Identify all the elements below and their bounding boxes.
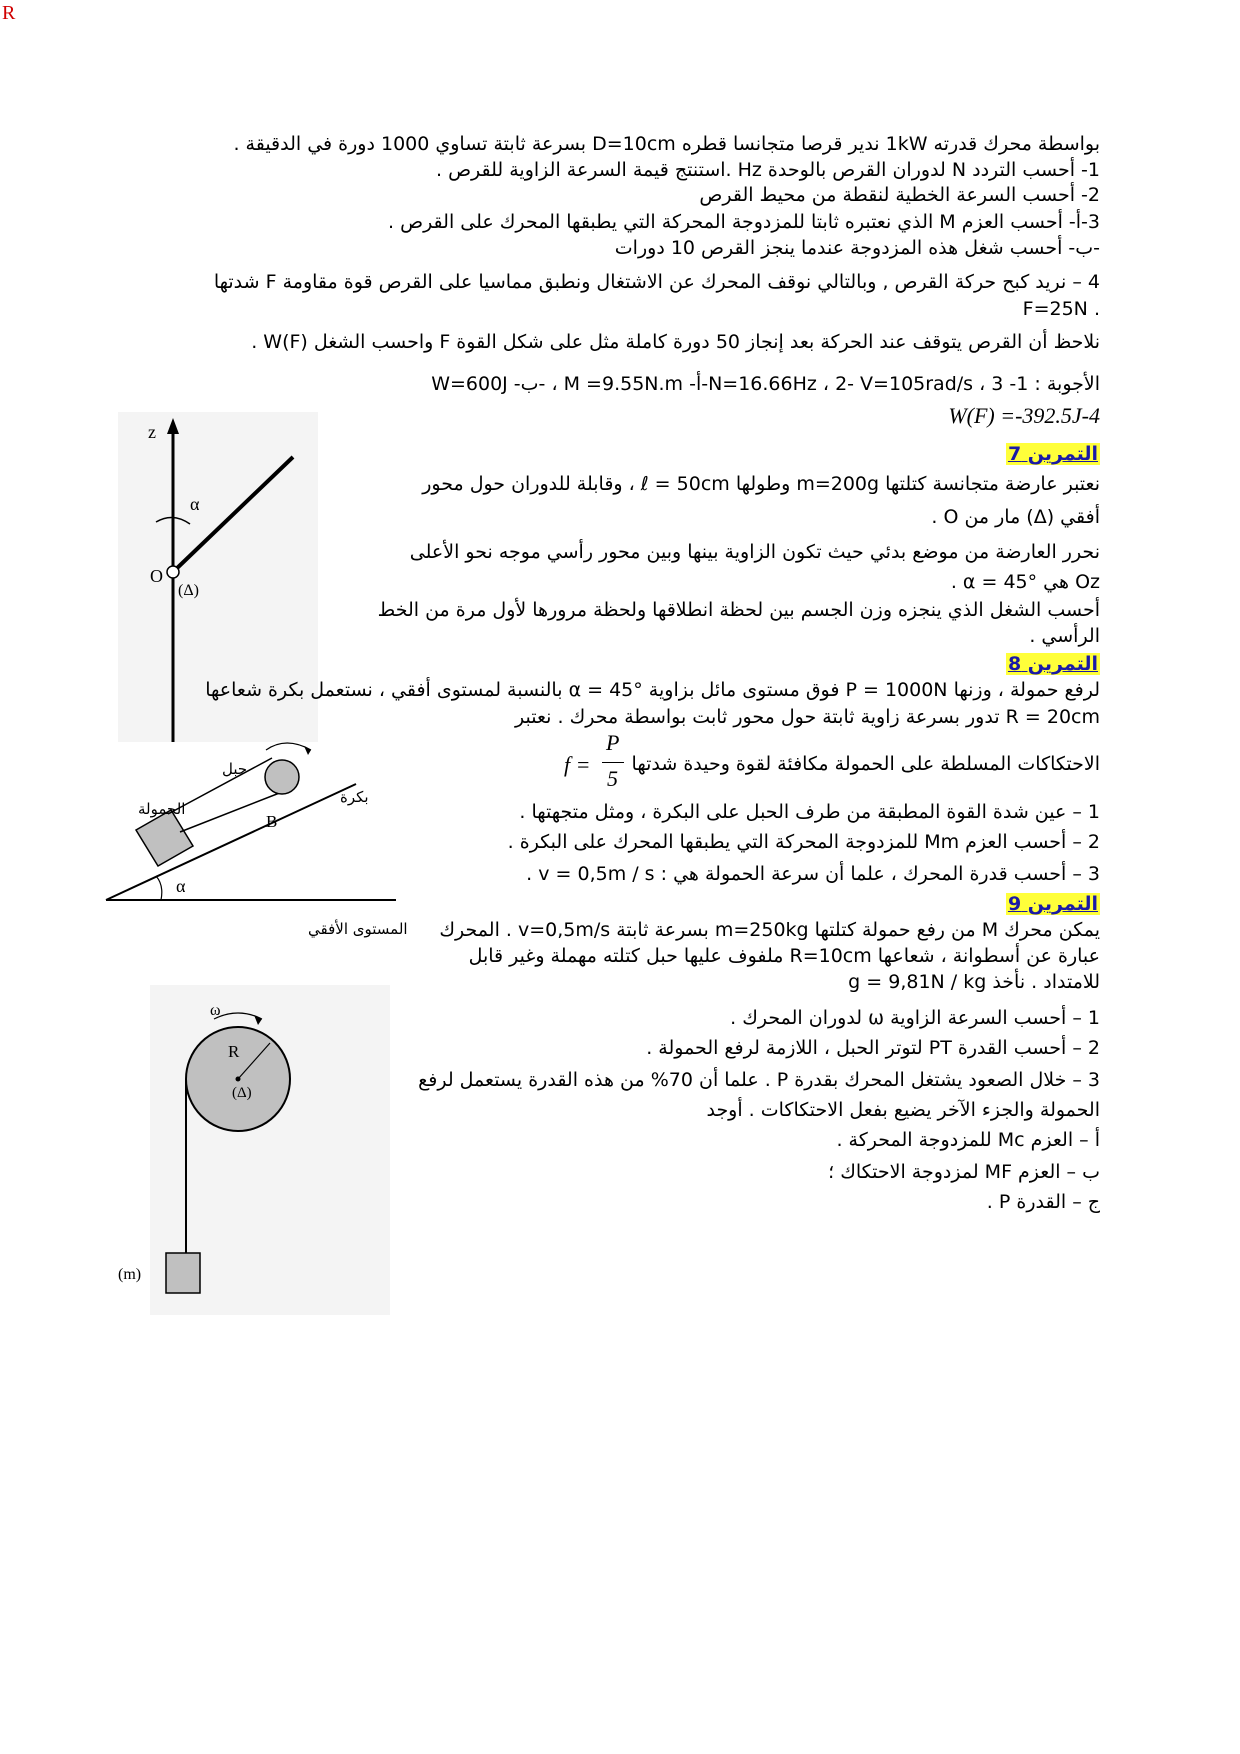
ex9-line2: عبارة عن أسطوانة ، شعاعها R=10cm ملفوف عليها حبل كتلته مهملة وغير قابل (468, 945, 1100, 967)
ex7-line1: نعتبر عارضة متجانسة كتلتها m=200g وطولها ℓ = 50cm ، وقابلة للدوران حول محور (422, 473, 1100, 495)
ex8-line3: الاحتكاكات المسلطة على الحمولة مكافئة لقوة وحيدة شدتها (631, 753, 1100, 775)
ex7-line6: الرأسي . (1029, 625, 1100, 647)
ex9-title-row (1006, 892, 1100, 916)
ex9-q3-line1: 3 – خلال الصعود يشتغل المحرك بقدرة P . علما أن 70% من هذه القدرة يستعمل لرفع (418, 1069, 1100, 1091)
ex6-q3b: -ب- أحسب شغل هذه المزدوجة عندما ينجز القرص 10 دورات (614, 237, 1100, 259)
mass-label: (m) (118, 1266, 142, 1283)
ex9-qa: أ – العزم Mc للمزدوجة المحركة . (836, 1129, 1100, 1151)
hanging-mass (166, 1253, 200, 1293)
friction-fraction (564, 730, 624, 800)
ex6-q2: 2- أحسب السرعة الخطية لنقطة من محيط القرص (699, 184, 1100, 206)
ex8-title-row (1006, 652, 1100, 676)
ex7-line3: نحرر العارضة من موضع بدئي حيث تكون الزاوية بينها وبين محور رأسي موجه نحو الأعلى (409, 541, 1100, 563)
incline-alpha-label: α (176, 876, 186, 896)
ex9-q3-line2: الحمولة والجزء الآخر يضيع بفعل الاحتكاكات . أوجد (706, 1099, 1100, 1121)
corner-mark: R (2, 2, 16, 24)
pivot-o (167, 566, 179, 578)
ex9-line1: يمكن محرك M من رفع حمولة كتلتها m=250kg بسرعة ثابتة v=0,5m/s . المحرك (439, 919, 1100, 941)
winch-figure (118, 985, 390, 1315)
ex6-q4-line1: 4 – نريد كبح حركة القرص , وبالتالي نوقف المحرك عن الاشتغال ونطبق مماسيا على القرص قوة مقاومة F شدتها (213, 271, 1100, 293)
ex9-q2: 2 – أحسب القدرة PT لتوتر الحبل ، اللازمة لرفع الحمولة . (646, 1037, 1100, 1059)
frac-bar (602, 762, 624, 763)
frac-lhs: f = (564, 752, 591, 777)
z-label: z (148, 422, 156, 442)
ex9-title: التمرين 9 (1007, 893, 1098, 915)
point-b-label: B (266, 812, 278, 831)
incline-angle-arc (156, 876, 162, 900)
ex9-line3: للامتداد . نأخذ g = 9,81N / kg (848, 971, 1100, 993)
ex6-intro: بواسطة محرك قدرته 1kW ندير قرصا متجانسا قطره D=10cm بسرعة ثابتة تساوي 1000 دورة في الدقيقة . (233, 133, 1100, 155)
pulley (265, 760, 299, 794)
frac-den: 5 (607, 766, 618, 791)
ex7-title: التمرين 7 (1007, 443, 1098, 465)
ex9-qc: ج – القدرة P . (986, 1191, 1100, 1213)
ex8-q3: 3 – أحسب قدرة المحرك ، علما أن سرعة الحمولة هي : v = 0,5m / s . (526, 863, 1100, 885)
incline-figure (76, 722, 406, 962)
ex6-answers-line1: الأجوبة : 1- N=16.66Hz ، 2- V=105rad/s ، 3-أ- M =9.55N.m ، -ب- W=600J (431, 373, 1100, 395)
o-label: O (150, 566, 163, 586)
alpha-label: α (190, 494, 200, 514)
ex7-line2: أفقي (Δ) مار من O . (931, 506, 1100, 528)
delta-label: (Δ) (178, 582, 199, 599)
ex7-title-row (1006, 442, 1100, 466)
pulley-label: بكرة (340, 788, 369, 806)
rope-label: حبل (222, 760, 248, 778)
ex7-line5: أحسب الشغل الذي ينجزه وزن الجسم بين لحظة انطلاقها ولحظة مرورها لأول مرة من الخط (377, 599, 1100, 621)
work-answer: W(F) =-392.5J-4 (948, 403, 1100, 428)
ex7-line4: Oz هي α = 45° . (950, 571, 1100, 593)
ex8-q2: 2 – أحسب العزم Mm للمزدوجة المحركة التي يطبقها المحرك على البكرة . (507, 831, 1100, 853)
frac-num: P (606, 730, 620, 755)
ex8-title: التمرين 8 (1007, 653, 1098, 675)
axis-point (236, 1077, 241, 1082)
plane-label: المستوى الأفقي (308, 920, 408, 938)
ex6-q4-line2: . F=25N (1022, 298, 1100, 320)
ex9-q1: 1 – أحسب السرعة الزاوية ω لدوران المحرك . (730, 1007, 1100, 1029)
rotation-arrowhead (304, 746, 311, 755)
ex8-q1: 1 – عين شدة القوة المطبقة من طرف الحبل على البكرة ، ومثل متجهتها . (519, 801, 1100, 823)
load-label: الحمولة (138, 800, 186, 818)
r-label: R (228, 1042, 240, 1061)
ex6-answers-line2 (948, 404, 1100, 429)
ex8-line2: R = 20cm تدور بسرعة زاوية ثابتة حول محور ثابت بواسطة محرك . نعتبر (515, 706, 1100, 728)
ex8-line1: لرفع حمولة ، وزنها P = 1000N فوق مستوى مائل بزاوية α = 45° بالنسبة لمستوى أفقي ، نستعمل بكرة شعاعها (205, 679, 1100, 701)
omega-label: ω (210, 1002, 221, 1019)
ex6-q1: 1- أحسب التردد N لدوران القرص بالوحدة Hz .استنتج قيمة السرعة الزاوية للقرص . (435, 159, 1100, 181)
load-block (136, 810, 193, 866)
ex6-q4-line3: نلاحظ أن القرص يتوقف عند الحركة بعد إنجاز 50 دورة كاملة مثل على شكل القوة F واحسب الشغل W(F) . (251, 331, 1100, 353)
ex6-q3a: 3-أ- أحسب العزم M الذي نعتبره ثابتا للمزدوجة المحركة التي يطبقها المحرك على القرص . (388, 211, 1100, 233)
ex9-qb: ب – العزم MF لمزدوجة الاحتكاك ؛ (828, 1161, 1100, 1183)
delta-axis-label: (Δ) (232, 1085, 252, 1101)
